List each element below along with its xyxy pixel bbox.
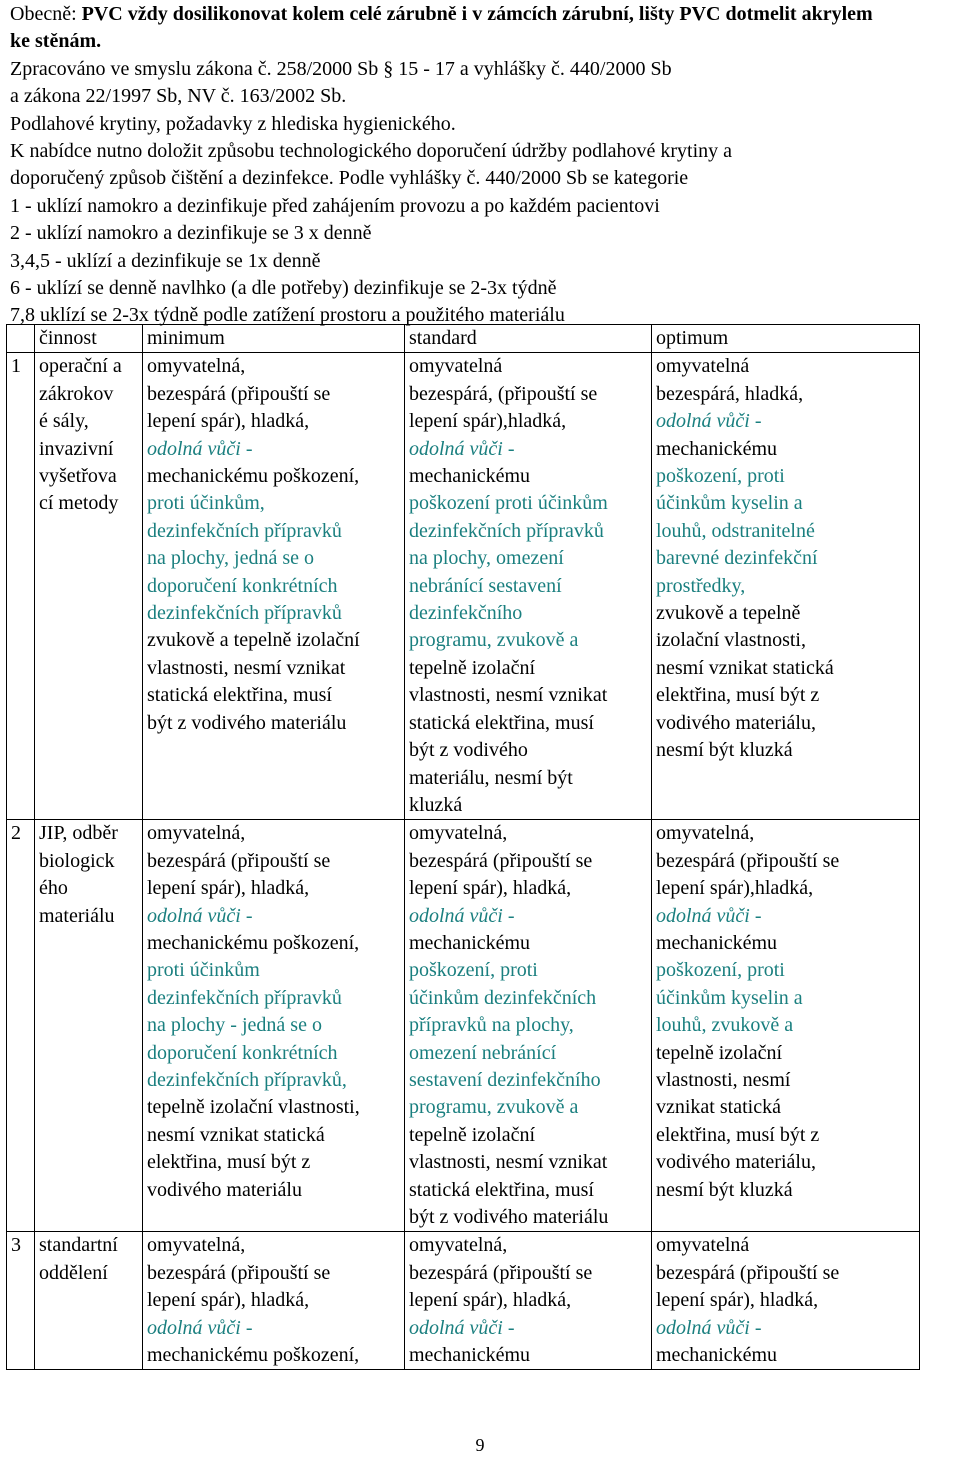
cell-line: lepení spár),hladká,	[409, 410, 567, 433]
cell-line: vyšetřova	[39, 465, 117, 488]
cell-activity	[35, 820, 143, 1232]
cell-line: oddělení	[39, 1261, 108, 1284]
cell-line: odolná vůči -	[409, 1316, 515, 1339]
cell-line: invazivní	[39, 437, 114, 460]
cell-line: poškození, proti	[409, 959, 538, 982]
header-num	[7, 325, 35, 353]
cell-line: vznikat statická	[656, 1096, 781, 1119]
cell-line: omyvatelná,	[147, 1234, 246, 1257]
cell-line: vlastnosti, nesmí vznikat	[147, 656, 346, 679]
cell-line: mechanickému	[656, 1344, 778, 1367]
cell-line: odolná vůči -	[656, 1316, 762, 1339]
cell-line: cí metody	[39, 492, 119, 515]
intro-line-3: Zpracováno ve smyslu zákona č. 258/2000 Sb § 15 - 17 a vyhlášky č. 440/2000 Sb	[10, 57, 672, 80]
table-row	[7, 820, 920, 1232]
cell-line: omyvatelná,	[409, 1234, 508, 1257]
cell-line: na plochy, omezení	[409, 547, 564, 570]
cell-optimum	[652, 820, 920, 1232]
cell-line: omyvatelná,	[147, 355, 246, 378]
cell-line: tepelně izolační	[409, 656, 536, 679]
cell-line: bezespárá, (připouští se	[409, 382, 598, 405]
cell-line: proti účinkům,	[147, 492, 265, 515]
cell-line: nesmí vznikat statická	[656, 656, 834, 679]
cell-line: poškození proti účinkům	[409, 492, 608, 515]
intro-line-11: 6 - uklízí se denně navlhko (a dle potřeby) dezinfikuje se 2-3x týdně	[10, 277, 557, 300]
cell-line: vodivého materiálu,	[656, 711, 816, 734]
cell-line: elektřina, musí být z	[147, 1151, 311, 1174]
cell-line: zvukově a tepelně izolační	[147, 629, 360, 652]
cell-line: bezespárá (připouští se	[147, 849, 331, 872]
cell-line: biologick	[39, 849, 115, 872]
document-page	[10, 0, 955, 330]
cell-line: vodivého materiálu,	[656, 1151, 816, 1174]
row-number: 3	[7, 1232, 35, 1370]
cell-line: odolná vůči -	[147, 904, 253, 927]
cell-line: statická elektřina, musí	[409, 1178, 594, 1201]
cell-line: přípravků na plochy,	[409, 1014, 574, 1037]
cell-line: poškození, proti	[656, 465, 785, 488]
cell-line: omyvatelná,	[147, 822, 246, 845]
row-number: 1	[7, 353, 35, 820]
cell-line: dezinfekčních přípravků	[147, 519, 342, 542]
page-number: 9	[475, 1435, 485, 1455]
cell-activity	[35, 1232, 143, 1370]
table-body	[7, 353, 920, 1370]
cell-line: vlastnosti, nesmí vznikat	[409, 684, 608, 707]
cell-line: účinkům kyselin a	[656, 986, 803, 1009]
cell-line: tepelně izolační vlastnosti,	[147, 1096, 360, 1119]
header-minimum: minimum	[143, 325, 405, 353]
cell-line: mechanickému	[656, 437, 778, 460]
cell-line: bezespárá, hladká,	[656, 382, 804, 405]
cell-line: nesmí vznikat statická	[147, 1123, 325, 1146]
cell-line: dezinfekčních přípravků	[147, 986, 342, 1009]
cell-line: lepení spár), hladká,	[147, 410, 310, 433]
cell-line: omyvatelná	[656, 1234, 750, 1257]
cell-line: tepelně izolační	[409, 1123, 536, 1146]
cell-line: doporučení konkrétních	[147, 574, 338, 597]
cell-line: kluzká	[409, 793, 463, 816]
cell-line: lepení spár), hladká,	[147, 1289, 310, 1312]
table-row	[7, 353, 920, 820]
cell-line: standartní	[39, 1234, 118, 1257]
cell-line: dezinfekčního	[409, 602, 523, 625]
cell-line: materiálu, nesmí být	[409, 766, 573, 789]
intro-section	[10, 0, 955, 330]
intro-line-5: Podlahové krytiny, požadavky z hlediska hygienického.	[10, 112, 456, 135]
cell-line: é sály,	[39, 410, 89, 433]
cell-line: bezespárá (připouští se	[147, 1261, 331, 1284]
cell-line: účinkům kyselin a	[656, 492, 803, 515]
table-header-row	[7, 325, 920, 353]
cell-line: izolační vlastnosti,	[656, 629, 806, 652]
cell-line: ého	[39, 877, 68, 900]
cell-line: mechanickému	[409, 465, 531, 488]
cell-line: JIP, odběr	[39, 822, 118, 845]
cell-line: poškození, proti	[656, 959, 785, 982]
cell-line: elektřina, musí být z	[656, 684, 820, 707]
cell-line: doporučení konkrétních	[147, 1041, 338, 1064]
cell-line: mechanickému	[409, 931, 531, 954]
cell-line: lepení spár),hladká,	[656, 877, 814, 900]
cell-standard	[405, 353, 652, 820]
cell-minimum	[143, 820, 405, 1232]
header-standard: standard	[405, 325, 652, 353]
cell-line: bezespárá (připouští se	[147, 382, 331, 405]
cell-line: na plochy, jedná se o	[147, 547, 314, 570]
cell-minimum	[143, 353, 405, 820]
intro-label: Obecně:	[10, 3, 82, 25]
cell-line: omyvatelná	[656, 355, 750, 378]
intro-line-6: K nabídce nutno doložit způsobu technologického doporučení údržby podlahové krytiny a	[10, 140, 733, 163]
cell-line: lepení spár), hladká,	[409, 1289, 572, 1312]
cell-line: statická elektřina, musí	[409, 711, 594, 734]
table-row	[7, 1232, 920, 1370]
cell-line: mechanickému poškození,	[147, 465, 360, 488]
intro-line-7b: 440/2000 Sb se kategorie	[480, 167, 689, 190]
cell-line: účinkům dezinfekčních	[409, 986, 597, 1009]
cell-line: bezespárá (připouští se	[656, 1261, 840, 1284]
cell-line: vlastnosti, nesmí	[656, 1068, 791, 1091]
cell-standard	[405, 820, 652, 1232]
cell-optimum	[652, 353, 920, 820]
cell-line: lepení spár), hladká,	[656, 1289, 819, 1312]
intro-bold-note: PVC vždy dosilikonovat kolem celé zárubně i v zámcích zárubní, lišty PVC dotmelit akrylem	[81, 3, 873, 25]
cell-line: být z vodivého materiálu	[409, 1206, 609, 1228]
cell-line: prostředky,	[656, 574, 746, 597]
cell-line: mechanickému	[656, 931, 778, 954]
cell-line: zákrokov	[39, 382, 114, 405]
cell-line: odolná vůči -	[656, 904, 762, 927]
cell-activity	[35, 353, 143, 820]
cell-line: odolná vůči -	[656, 410, 762, 433]
cell-line: dezinfekčních přípravků	[409, 519, 604, 542]
intro-line-9: 2 - uklízí namokro a dezinfikuje se 3 x denně	[10, 222, 372, 245]
cell-line: materiálu	[39, 904, 115, 927]
intro-line-1	[10, 1, 955, 28]
header-activity: činnost	[35, 325, 143, 353]
cell-line: omyvatelná	[409, 355, 503, 378]
cell-line: lepení spár), hladká,	[409, 877, 572, 900]
cell-line: odolná vůči -	[147, 1316, 253, 1339]
cell-line: nebránící sestavení	[409, 574, 562, 597]
cell-line: nesmí být kluzká	[656, 739, 793, 762]
cell-line: bezespárá (připouští se	[409, 1261, 593, 1284]
cell-line: programu, zvukově a	[409, 1096, 579, 1119]
cell-line: odolná vůči -	[409, 437, 515, 460]
cell-line: zvukově a tepelně	[656, 602, 801, 625]
cell-line: být z vodivého	[409, 739, 528, 762]
header-optimum: optimum	[652, 325, 920, 353]
cell-line: vlastnosti, nesmí vznikat	[409, 1151, 608, 1174]
intro-line-8: 1 - uklízí namokro a dezinfikuje před zahájením provozu a po každém pacientovi	[10, 194, 660, 217]
cell-line: dezinfekčních přípravků	[147, 602, 342, 625]
cell-standard	[405, 1232, 652, 1370]
cell-line: bezespárá (připouští se	[656, 849, 840, 872]
cell-line: mechanickému	[409, 1344, 531, 1367]
cell-line: bezespárá (připouští se	[409, 849, 593, 872]
cell-line: omyvatelná,	[656, 822, 755, 845]
cell-line: barevné dezinfekční	[656, 547, 818, 570]
intro-line-4: a zákona 22/1997 Sb, NV č. 163/2002 Sb.	[10, 85, 347, 108]
cell-line: lepení spár), hladká,	[147, 877, 310, 900]
intro-line-10: 3,4,5 - uklízí a dezinfikuje se 1x denně	[10, 249, 321, 272]
cell-line: omezení nebránící	[409, 1041, 557, 1064]
intro-line-12: 7,8 uklízí se 2-3x týdně podle zatížení prostoru a použitého materiálu	[10, 304, 565, 327]
intro-line-7	[10, 165, 955, 192]
cell-line: tepelně izolační	[656, 1041, 783, 1064]
cell-line: dezinfekčních přípravků,	[147, 1068, 347, 1091]
intro-line-7a: doporučený způsob čištění a dezinfekce. Podle vyhlášky č.	[10, 167, 481, 190]
cell-line: být z vodivého materiálu	[147, 711, 347, 734]
cell-line: programu, zvukově a	[409, 629, 579, 652]
row-number: 2	[7, 820, 35, 1232]
cell-line: odolná vůči -	[147, 437, 253, 460]
cell-line: louhů, odstranitelné	[656, 519, 815, 542]
cell-line: omyvatelná,	[409, 822, 508, 845]
cell-line: nesmí být kluzká	[656, 1178, 793, 1201]
cell-line: mechanickému poškození,	[147, 931, 360, 954]
cell-line: sestavení dezinfekčního	[409, 1068, 601, 1091]
requirements-table	[6, 324, 920, 1370]
cell-line: vodivého materiálu	[147, 1178, 302, 1201]
cell-line: odolná vůči -	[409, 904, 515, 927]
cell-line: statická elektřina, musí	[147, 684, 332, 707]
cell-line: proti účinkům	[147, 959, 260, 982]
cell-line: na plochy - jedná se o	[147, 1014, 322, 1037]
cell-minimum	[143, 1232, 405, 1370]
cell-line: mechanickému poškození,	[147, 1344, 360, 1367]
intro-line-2: ke stěnám.	[10, 30, 102, 53]
cell-line: elektřina, musí být z	[656, 1123, 820, 1146]
cell-line: louhů, zvukově a	[656, 1014, 794, 1037]
cell-optimum	[652, 1232, 920, 1370]
cell-line: operační a	[39, 355, 122, 378]
